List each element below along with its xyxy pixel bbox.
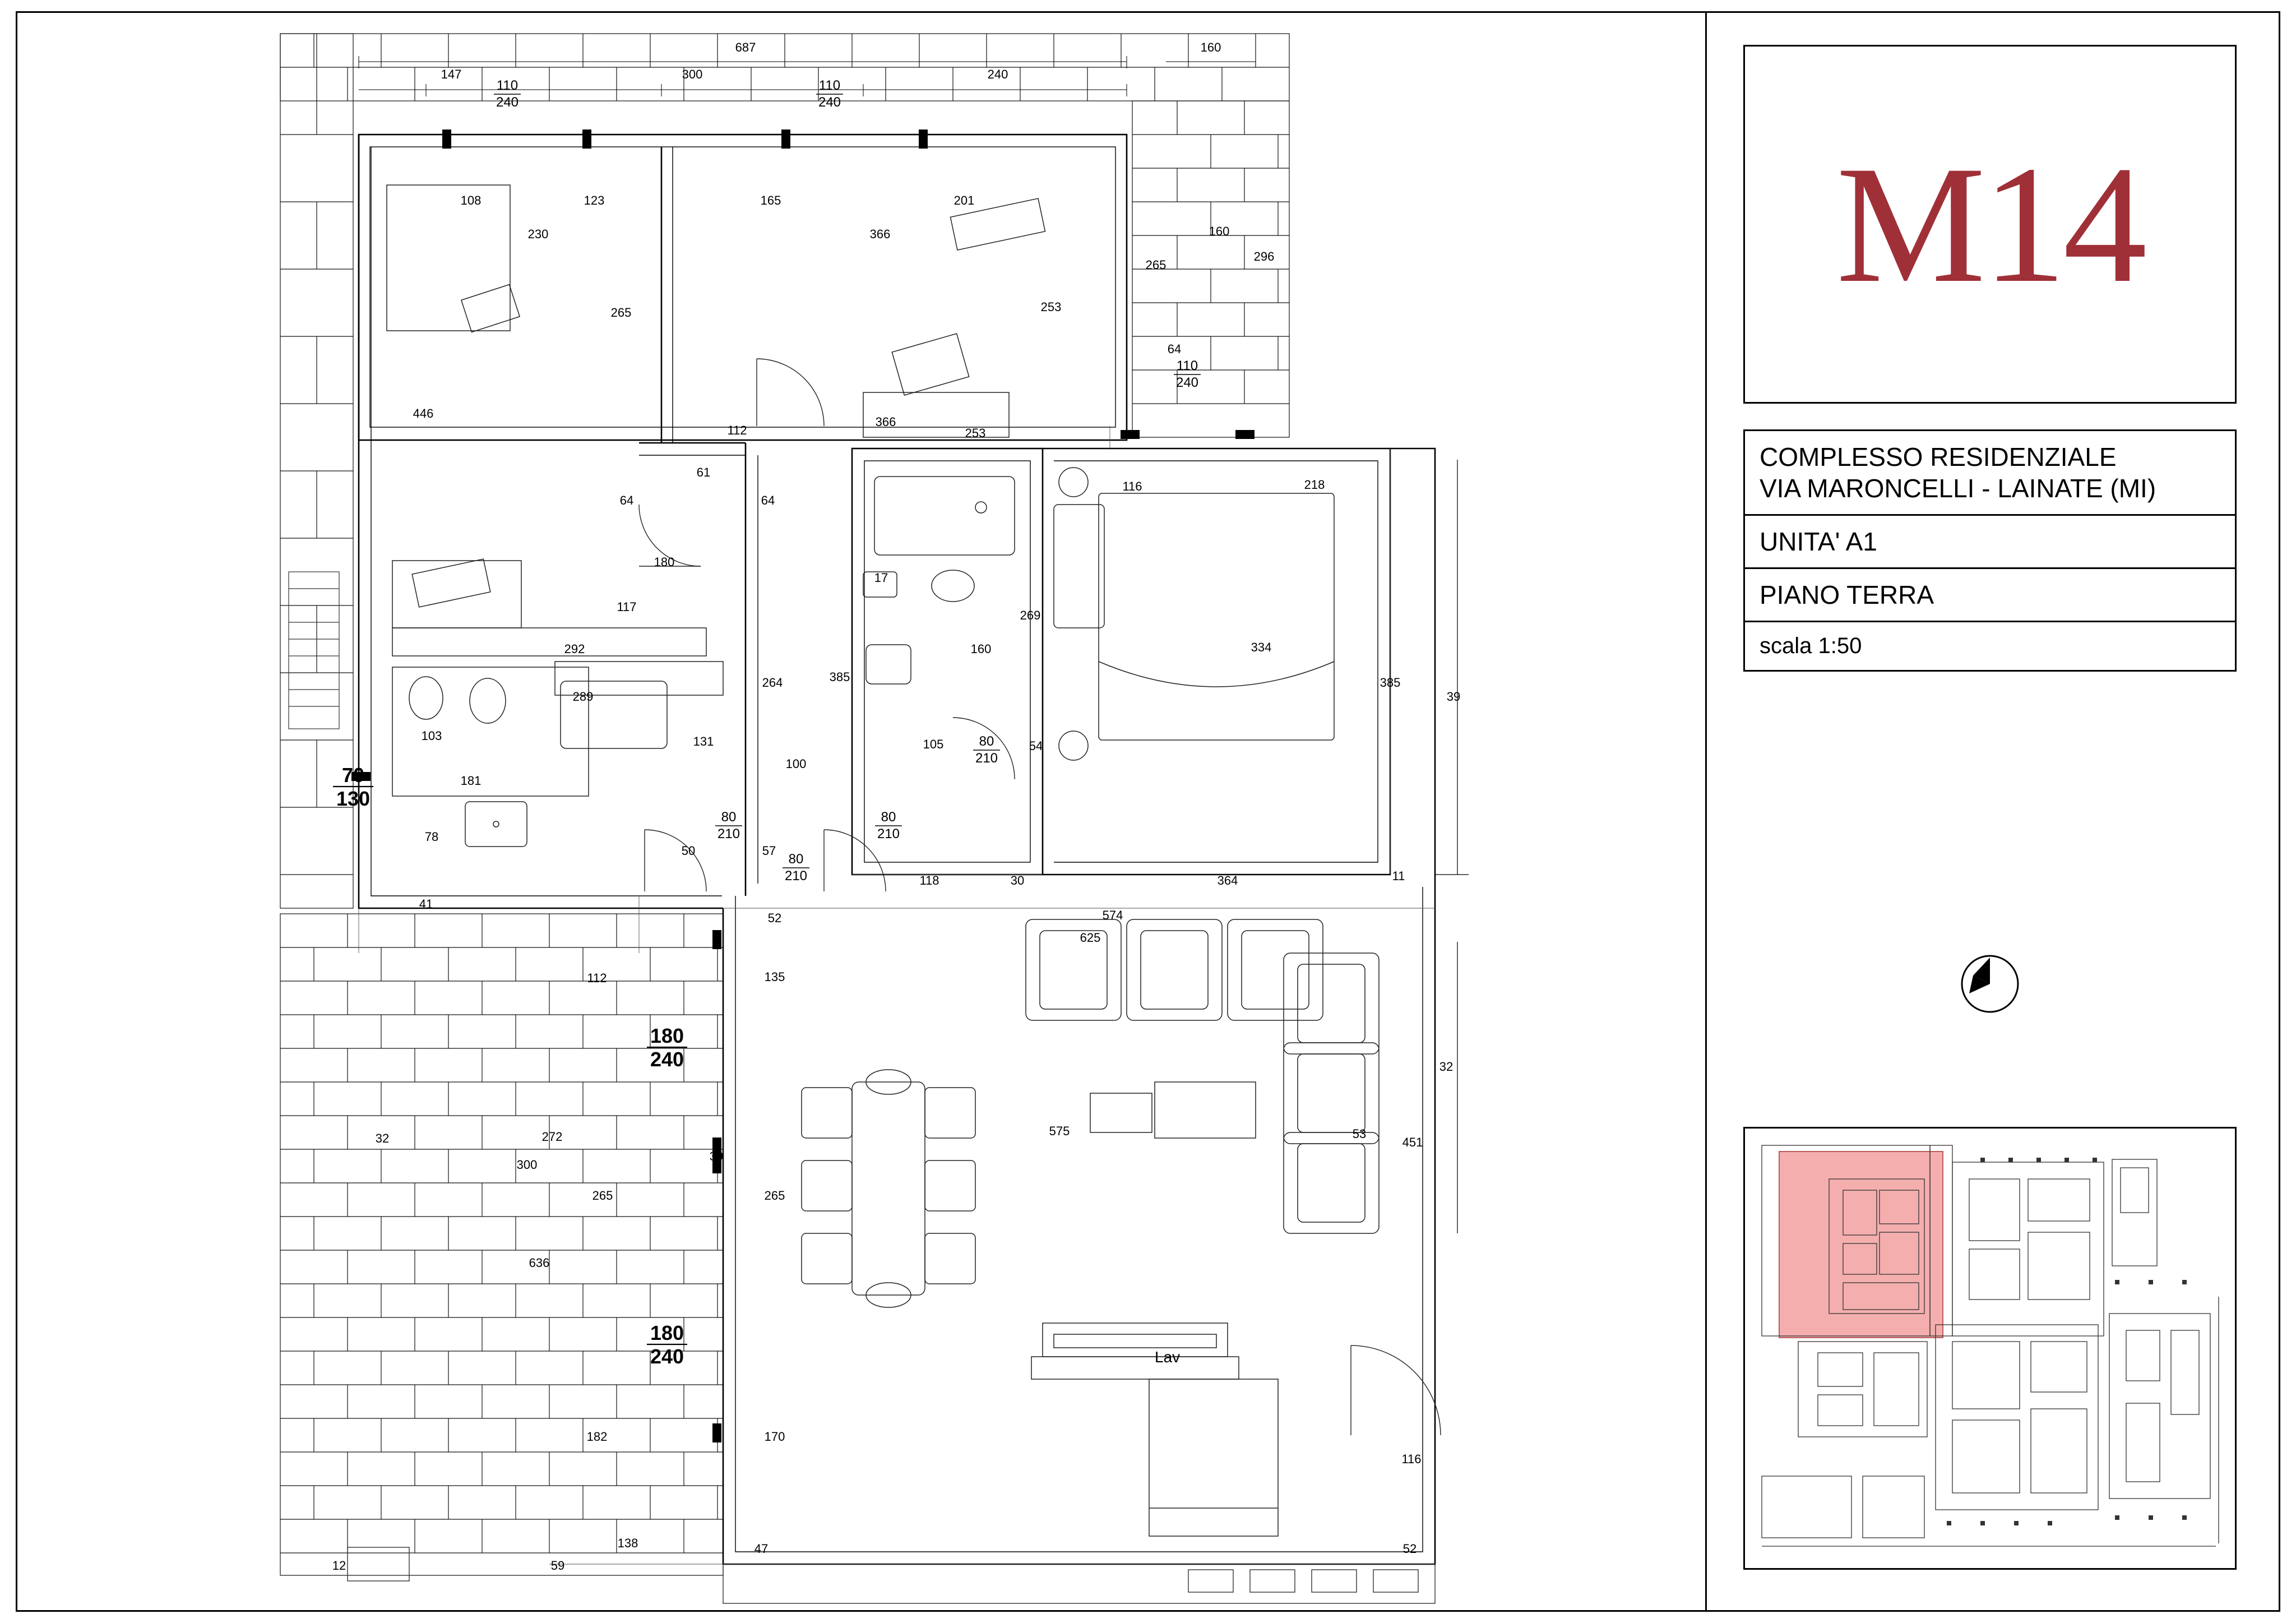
dimension-label: 364 <box>1217 873 1238 887</box>
dimension-label: 64 <box>761 493 775 507</box>
dimension-label: 300 <box>682 67 703 81</box>
dimension-label: 116 <box>1122 479 1142 493</box>
dimension-label: 112 <box>587 971 607 985</box>
door-tag <box>973 734 1000 766</box>
dimension-label: 117 <box>617 600 637 614</box>
dimension-label: 78 <box>424 830 439 844</box>
dimension-label: 32 <box>375 1131 390 1145</box>
svg-text:80: 80 <box>788 852 804 867</box>
dimension-label: 240 <box>987 67 1008 81</box>
logo-box <box>1743 45 2237 404</box>
dimension-label: 385 <box>1380 676 1401 690</box>
dimension-label: 17 <box>874 571 888 585</box>
dimension-label: 292 <box>564 642 585 656</box>
north-arrow-icon <box>1959 953 2021 1015</box>
unit-label: UNITA' A1 <box>1760 527 1877 557</box>
dimension-label: 118 <box>919 873 939 887</box>
dimension-label: 170 <box>764 1430 785 1444</box>
svg-text:240: 240 <box>650 1345 684 1368</box>
door-tag <box>875 810 902 841</box>
dimension-label: 54 <box>1029 739 1043 753</box>
svg-text:110: 110 <box>496 78 519 93</box>
dimension-label: 103 <box>421 729 442 743</box>
company-logo: M14 <box>1836 131 2144 317</box>
window-tag <box>333 764 373 810</box>
window-tag <box>816 78 843 110</box>
dimension-label: 575 <box>1049 1124 1070 1138</box>
dimension-label: 52 <box>767 911 782 925</box>
dimension-label: 446 <box>413 406 434 420</box>
dimension-label: 160 <box>970 642 992 656</box>
dimension-label: 64 <box>619 493 634 507</box>
dimension-label: 11 <box>1392 869 1405 883</box>
dimension-label: 39 <box>1446 690 1461 704</box>
dimension-label: 47 <box>754 1542 769 1556</box>
dimension-label: 230 <box>527 227 549 241</box>
dimension-label: 636 <box>529 1256 550 1270</box>
dimension-label: 160 <box>1209 224 1230 238</box>
svg-text:240: 240 <box>650 1048 684 1071</box>
project-name-row <box>1743 429 2237 516</box>
dimension-label: 108 <box>460 193 482 207</box>
dimension-label: 687 <box>735 40 756 54</box>
svg-text:110: 110 <box>1176 358 1198 373</box>
dimension-label: 123 <box>584 193 605 207</box>
dimension-label: 385 <box>829 670 850 684</box>
window-tag <box>494 78 521 110</box>
dimension-label: 12 <box>332 1559 346 1573</box>
dimension-label: 180 <box>654 555 675 569</box>
dimension-label: 64 <box>1167 342 1182 356</box>
dimension-label: 32 <box>1439 1060 1453 1074</box>
dimension-label: 135 <box>764 970 785 984</box>
dimension-label: 112 <box>727 423 747 437</box>
dimension-label: 265 <box>592 1189 613 1203</box>
dimension-label: 165 <box>760 193 781 207</box>
dimension-label: 181 <box>460 774 482 788</box>
dimension-label: 57 <box>762 844 776 858</box>
dimension-label: 61 <box>696 465 711 479</box>
key-plan <box>1743 1127 2237 1570</box>
dimension-label: 52 <box>1402 1542 1417 1556</box>
dimension-label: 289 <box>572 690 594 704</box>
svg-text:180: 180 <box>650 1321 684 1344</box>
svg-text:80: 80 <box>979 734 994 749</box>
window-tag <box>647 1024 687 1071</box>
dimension-label: 366 <box>875 415 896 429</box>
dimension-label: 264 <box>762 676 783 690</box>
svg-text:240: 240 <box>496 95 519 110</box>
dimension-label: 253 <box>965 426 986 440</box>
svg-text:210: 210 <box>784 868 808 884</box>
dimension-label: 269 <box>1020 608 1041 622</box>
dimension-label: 218 <box>1304 478 1325 492</box>
svg-text:210: 210 <box>717 826 740 841</box>
project-line-1: COMPLESSO RESIDENZIALE <box>1760 442 2117 471</box>
dimension-label: 116 <box>1401 1452 1422 1466</box>
dimension-label: 182 <box>586 1430 608 1444</box>
dimension-label: 451 <box>1402 1135 1423 1149</box>
dimension-label: 625 <box>1080 931 1101 945</box>
window-tag <box>1174 358 1201 390</box>
dimension-label: 300 <box>516 1158 538 1172</box>
dimension-label: 105 <box>923 737 944 751</box>
dimension-label: 39 <box>709 1149 724 1163</box>
dimension-label: 138 <box>617 1536 638 1550</box>
dimension-label: 160 <box>1200 40 1221 54</box>
title-block <box>1743 45 2237 672</box>
svg-text:70: 70 <box>341 764 365 787</box>
window-tag <box>647 1321 687 1368</box>
dimension-label: 100 <box>785 757 807 771</box>
dimension-label: 147 <box>441 67 462 81</box>
dimension-label: 265 <box>764 1189 785 1203</box>
svg-text:210: 210 <box>975 751 998 766</box>
dimension-label: 334 <box>1251 640 1272 654</box>
dimension-label: 265 <box>1145 258 1166 272</box>
svg-text:240: 240 <box>818 95 841 110</box>
svg-text:180: 180 <box>650 1024 684 1047</box>
room-label: Lav <box>1155 1348 1181 1366</box>
svg-text:240: 240 <box>1175 375 1199 390</box>
dimension-label: 41 <box>419 897 433 911</box>
svg-text:110: 110 <box>818 78 841 93</box>
dimension-label: 296 <box>1253 249 1275 263</box>
project-line-2: VIA MARONCELLI - LAINATE (MI) <box>1760 474 2156 503</box>
dimension-label: 574 <box>1102 908 1123 922</box>
svg-text:80: 80 <box>881 810 896 825</box>
sheet-border-right <box>2279 11 2280 1612</box>
dimension-label: 253 <box>1040 300 1062 314</box>
dimension-label: 53 <box>1352 1127 1367 1141</box>
dimension-label: 59 <box>550 1559 565 1573</box>
dimension-label: 50 <box>681 844 696 858</box>
dimension-label: 131 <box>693 734 714 748</box>
floor-label: PIANO TERRA <box>1760 580 1934 610</box>
svg-text:130: 130 <box>336 787 371 810</box>
unit-row <box>1743 516 2237 569</box>
scale-label: scala 1:50 <box>1760 634 1862 659</box>
dimension-label: 30 <box>1010 873 1025 887</box>
dimension-label: 272 <box>541 1130 563 1144</box>
door-tag <box>715 810 742 841</box>
svg-text:80: 80 <box>721 810 737 825</box>
dimension-label: 366 <box>869 227 891 241</box>
door-tag <box>783 852 809 884</box>
scale-row <box>1743 622 2237 672</box>
floor-row <box>1743 569 2237 622</box>
svg-text:210: 210 <box>877 826 900 841</box>
dimension-label: 265 <box>610 306 632 320</box>
dimension-label: 201 <box>953 193 975 207</box>
